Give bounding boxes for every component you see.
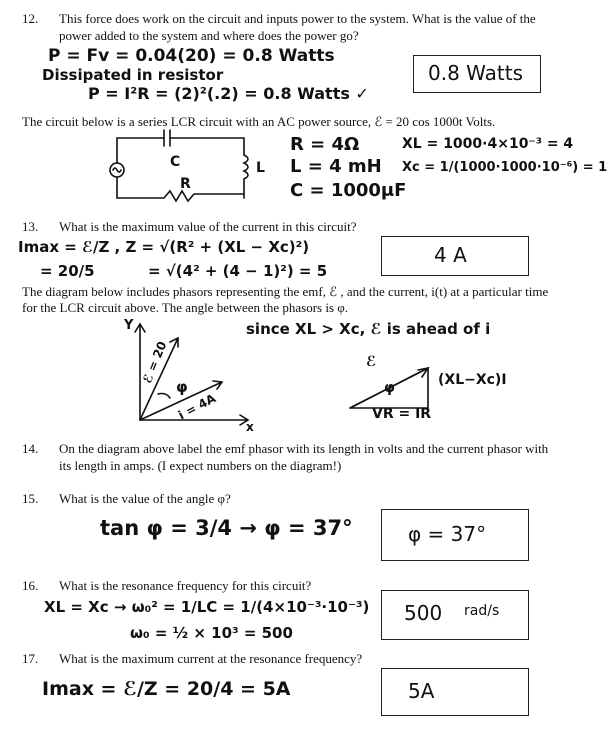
question-number: 15. <box>22 491 39 506</box>
triangle-emf-label: ℰ <box>366 354 377 370</box>
inductor-label: L <box>256 160 265 176</box>
handwritten-work-line: XL = Xc → ω₀² = 1/LC = 1/(4×10⁻³·10⁻³) <box>44 598 370 616</box>
component-value: L = 4 mH <box>290 156 382 177</box>
question-number: 16. <box>22 578 39 593</box>
question-text: On the diagram above label the emf phasor with its length in volts and the current phasor with its length in amps. (I expect numbers on the diagram!) <box>59 441 549 473</box>
handwritten-work-line: Dissipated in resistor <box>42 66 224 84</box>
answer-text: 5A <box>408 679 435 703</box>
answer-box <box>381 236 529 276</box>
handwritten-work-line: ω₀ = ½ × 10³ = 500 <box>130 624 293 642</box>
answer-text: 4 A <box>434 243 467 267</box>
question-number: 14. <box>22 441 39 456</box>
handwritten-work-line: P = Fv = 0.04(20) = 0.8 Watts <box>48 46 335 66</box>
current-phasor-label: i = 4A <box>176 391 219 423</box>
component-value: C = 1000μF <box>290 180 407 201</box>
emf-phasor-label: ℰ = 20 <box>140 339 170 386</box>
question-number: 13. <box>22 219 39 234</box>
answer-box <box>413 55 541 93</box>
question-14 <box>22 440 552 476</box>
triangle-base-label: VR = IR <box>372 406 432 422</box>
answer-box <box>381 590 529 640</box>
question-12 <box>22 10 542 46</box>
capacitor-label: C <box>170 154 181 170</box>
question-number: 17. <box>22 651 39 666</box>
handwritten-work-line: tan φ = 3/4 → φ = 37° <box>100 516 353 540</box>
circuit-intro: The circuit below is a series LCR circuit with an AC power source, ℰ = 20 cos 1000t Volts. <box>22 114 496 129</box>
question-17 <box>22 650 542 668</box>
question-13 <box>22 218 542 236</box>
question-text: What is the maximum value of the current in this circuit? <box>59 219 357 234</box>
handwritten-work-line: = √(4² + (4 − 1)²) = 5 <box>148 262 328 280</box>
triangle-phi-label: φ <box>384 380 395 396</box>
handwritten-work-line: = 20/5 <box>40 262 95 280</box>
diagram-note: since XL > Xc, ℰ is ahead of i <box>246 320 491 338</box>
x-axis-label: x <box>246 420 254 434</box>
handwritten-work-line: P = I²R = (2)²(.2) = 0.8 Watts ✓ <box>88 84 369 103</box>
question-number: 12. <box>22 11 39 26</box>
answer-text: 500 <box>404 601 443 625</box>
answer-text: 0.8 Watts <box>428 61 524 85</box>
question-text: What is the maximum current at the resonance frequency? <box>59 651 363 666</box>
handwritten-work-line: Imax = ℰ/Z , Z = √(R² + (XL − Xc)²) <box>18 238 310 256</box>
question-text: What is the value of the angle φ? <box>59 491 231 506</box>
y-axis-label: Y <box>124 318 134 333</box>
answer-box <box>381 668 529 716</box>
answer-box <box>381 509 529 561</box>
reactance-calc: Xc = 1/(1000·1000·10⁻⁶) = 1 <box>402 160 607 175</box>
resistor-label: R <box>180 176 191 192</box>
answer-text: φ = 37° <box>408 522 487 546</box>
triangle-side-label: (XL−Xc)I <box>438 372 507 388</box>
diagram-description: The diagram below includes phasors representing the emf, ℰ , and the current, i(t) at a particular time for the LCR circuit above. The angle between the phasors is φ. <box>22 284 549 315</box>
reactance-calc: XL = 1000·4×10⁻³ = 4 <box>402 136 574 152</box>
handwritten-work-line: Imax = ℰ/Z = 20/4 = 5A <box>42 678 291 700</box>
question-15 <box>22 490 542 508</box>
question-text: This force does work on the circuit and inputs power to the system. What is the value of the power added to the system and where does the power go? <box>59 11 536 43</box>
answer-unit: rad/s <box>464 603 500 619</box>
phi-label: φ <box>176 378 188 396</box>
component-value: R = 4Ω <box>290 134 360 155</box>
question-text: What is the resonance frequency for this circuit? <box>59 578 312 593</box>
